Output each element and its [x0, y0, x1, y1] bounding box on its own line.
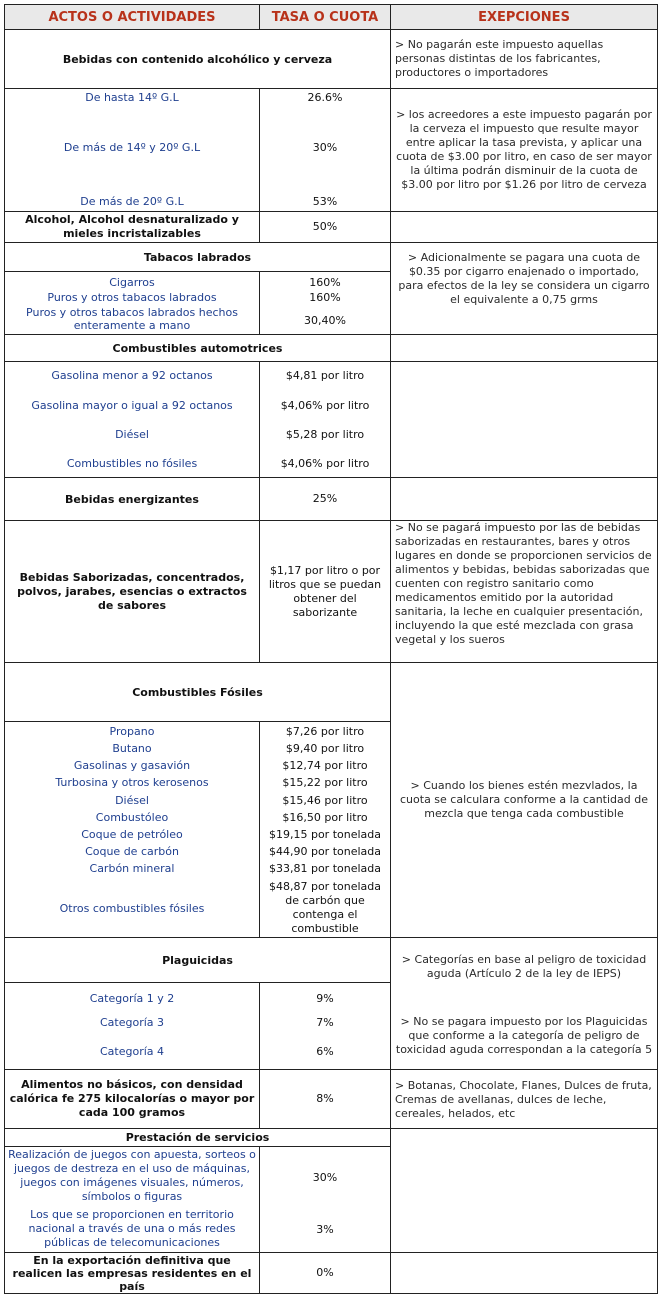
header-col-rate: TASA O CUOTA — [259, 4, 391, 30]
section-flavored-drinks-title: Bebidas Saborizadas, concentrados, polvos, jarabes, esencias o extractos de sabores — [4, 520, 260, 663]
pesticides-item-value: 9% — [316, 992, 334, 1005]
food-value: 8% — [259, 1069, 391, 1129]
fossil-fuel-item-label: Gasolinas y gasavión — [73, 759, 191, 772]
alcohol-item-value: 26.6% — [307, 91, 343, 104]
section-alcohol-desnat-title: Alcohol, Alcohol desnaturalizado y mieles incristalizables — [4, 211, 260, 243]
fossil-fuel-item-value: $7,26 por litro — [285, 725, 365, 738]
section-food-title: Alimentos no básicos, con densidad calórica fe 275 kilocalorías o mayor por cada 100 gramos — [4, 1069, 260, 1129]
fossil-fuel-item-label: Butano — [112, 742, 152, 755]
services-item-value: 3% — [316, 1223, 334, 1236]
fossil-fuel-item-label: Coque de carbón — [85, 845, 179, 858]
food-exception: > Botanas, Chocolate, Flanes, Dulces de fruta, Cremas de avellanas, dulces de leche, cereales, helados, etc — [390, 1069, 658, 1129]
tobacco-item-value: 160% — [309, 291, 341, 304]
header-col-exceptions: EXEPCIONES — [390, 4, 658, 30]
auto-fuel-item-label: Combustibles no fósiles — [66, 457, 198, 470]
alcohol-item-value: 30% — [312, 141, 338, 154]
pesticides-item-value: 6% — [316, 1045, 334, 1058]
fossil-fuel-item-label: Turbosina y otros kerosenos — [55, 776, 209, 789]
tobacco-item-value: 30,40% — [304, 314, 346, 327]
flavored-drinks-value: $1,17 por litro o por litros que se puedan obtener del saborizante — [259, 520, 391, 663]
fossil-fuel-item-value: $16,50 por litro — [282, 811, 368, 824]
fossil-fuel-item-value: $44,90 por tonelada — [268, 845, 382, 858]
alcohol-item-label: De hasta 14º G.L — [85, 91, 179, 104]
alcohol-item-label: De más de 14º y 20º G.L — [63, 141, 201, 154]
section-fossil-fuel-title: Combustibles Fósiles — [4, 662, 391, 722]
section-export-title: En la exportación definitiva que realicen las empresas residentes en el país — [4, 1252, 260, 1294]
section-services-title: Prestación de servicios — [4, 1128, 391, 1147]
tobacco-item-label: Puros y otros tabacos labrados hechos enteramente a mano — [26, 306, 238, 332]
auto-fuel-header-exception — [390, 334, 658, 362]
auto-fuel-item-value: $5,28 por litro — [285, 428, 365, 441]
section-alcohol-title: Bebidas con contenido alcohólico y cerveza — [4, 29, 391, 89]
tobacco-item-value: 160% — [309, 276, 341, 289]
section-pesticides-title: Plaguicidas — [4, 937, 391, 983]
alcohol-desnat-value: 50% — [259, 211, 391, 243]
energy-drinks-exception — [390, 477, 658, 521]
fossil-fuel-item-label: Diésel — [115, 794, 149, 807]
fossil-fuel-item-label: Otros combustibles fósiles — [59, 902, 205, 915]
tobacco-item-label: Puros y otros tabacos labrados — [47, 291, 217, 304]
auto-fuel-item-label: Diésel — [115, 428, 149, 441]
alcohol-item-value: 53% — [312, 195, 338, 208]
alcohol-item-label: De más de 20º G.L — [80, 195, 184, 208]
header-col-activities: ACTOS O ACTIVIDADES — [4, 4, 260, 30]
fossil-fuel-item-label: Propano — [109, 725, 155, 738]
pesticides-item-label: Categoría 4 — [99, 1045, 165, 1058]
fossil-fuel-item-value: $15,46 por litro — [282, 794, 368, 807]
fossil-fuel-item-label: Carbón mineral — [89, 862, 175, 875]
pesticides-item-label: Categoría 1 y 2 — [89, 992, 175, 1005]
fossil-fuel-item-value: $12,74 por litro — [282, 759, 368, 772]
alcohol-desnat-exception — [390, 211, 658, 243]
alcohol-exception-1: > No pagarán este impuesto aquellas personas distintas de los fabricantes, productores o importadores — [390, 29, 658, 89]
export-value: 0% — [259, 1252, 391, 1294]
fossil-fuel-item-value: $19,15 por tonelada — [268, 828, 382, 841]
fossil-fuel-item-value: $15,22 por litro — [282, 776, 368, 789]
services-item-value: 30% — [312, 1171, 338, 1184]
fossil-fuel-item-value: $9,40 por litro — [285, 742, 365, 755]
auto-fuel-item-label: Gasolina mayor o igual a 92 octanos — [31, 399, 233, 412]
pesticides-item-label: Categoría 3 — [99, 1016, 165, 1029]
section-tobacco-title: Tabacos labrados — [4, 242, 391, 272]
pesticides-item-value: 7% — [316, 1016, 334, 1029]
alcohol-exception-2: > los acreedores a este impuesto pagarán por la cerveza el impuesto que resulte mayor entre aplicar la tasa prevista, y aplicar una cuota de $3.00 por litro, en caso de ser mayor la última podrán disminuir de la cuota de $3.00 por litro por $1.26 por litro de cerveza — [390, 88, 658, 212]
auto-fuel-item-value: $4,06% por litro — [280, 399, 370, 412]
fossil-fuel-item-label: Combustóleo — [95, 811, 169, 824]
export-exception — [390, 1252, 658, 1294]
auto-fuel-exception — [390, 361, 658, 478]
services-item-label: Realización de juegos con apuesta, sorteos o juegos de destreza en el uso de máquinas, juegos con imágenes visuales, números, símbolos o figuras — [8, 1148, 256, 1203]
services-item-label: Los que se proporcionen en territorio nacional a través de una o más redes públicas de telecomunicaciones — [28, 1208, 236, 1249]
tobacco-item-label: Cigarros — [109, 276, 155, 289]
services-values-cell — [259, 1146, 391, 1253]
services-exception-cell — [390, 1128, 658, 1253]
section-energy-drinks-title: Bebidas energizantes — [4, 477, 260, 521]
fossil-fuel-item-value: $33,81 por tonelada — [268, 862, 382, 875]
flavored-drinks-exception: > No se pagará impuesto por las de bebidas saborizadas en restaurantes, bares y otros lugares en donde se proporcionen servicios de alimentos y bebidas, bebidas saborizadas que cuenten con registro sanitario como medicamentos emitido por la autoridad sanitaria, la leche en cualquier presentación, incluyendo la que esté mezclada con grasa vegetal y los sueros — [390, 520, 658, 663]
auto-fuel-item-value: $4,06% por litro — [280, 457, 370, 470]
energy-drinks-value: 25% — [259, 477, 391, 521]
fossil-fuel-exception: > Cuando los bienes estén mezvlados, la cuota se calculara conforme a la cantidad de mezcla que tenga cada combustible — [390, 662, 658, 938]
pesticides-exception-1: > Categorías en base al peligro de toxicidad aguda (Artículo 2 de la ley de IEPS) — [401, 953, 647, 980]
auto-fuel-item-label: Gasolina menor a 92 octanos — [51, 369, 213, 382]
auto-fuel-item-value: $4,81 por litro — [285, 369, 365, 382]
pesticides-exception-2: > No se pagara impuesto por los Plaguicidas que conforme a la categoría de peligro de toxicidad aguda correspondan a la categoría 5 — [395, 1015, 653, 1056]
fossil-fuel-item-label: Coque de petróleo — [81, 828, 183, 841]
tobacco-exception: > Adicionalmente se pagara una cuota de $0.35 por cigarro enajenado o importado, para efectos de la ley se considera un cigarro el equivalente a 0,75 grms — [390, 242, 658, 335]
fossil-fuel-item-value: $48,87 por tonelada de carbón que contenga el combustible — [268, 880, 382, 935]
section-auto-fuel-title: Combustibles automotrices — [4, 334, 391, 362]
